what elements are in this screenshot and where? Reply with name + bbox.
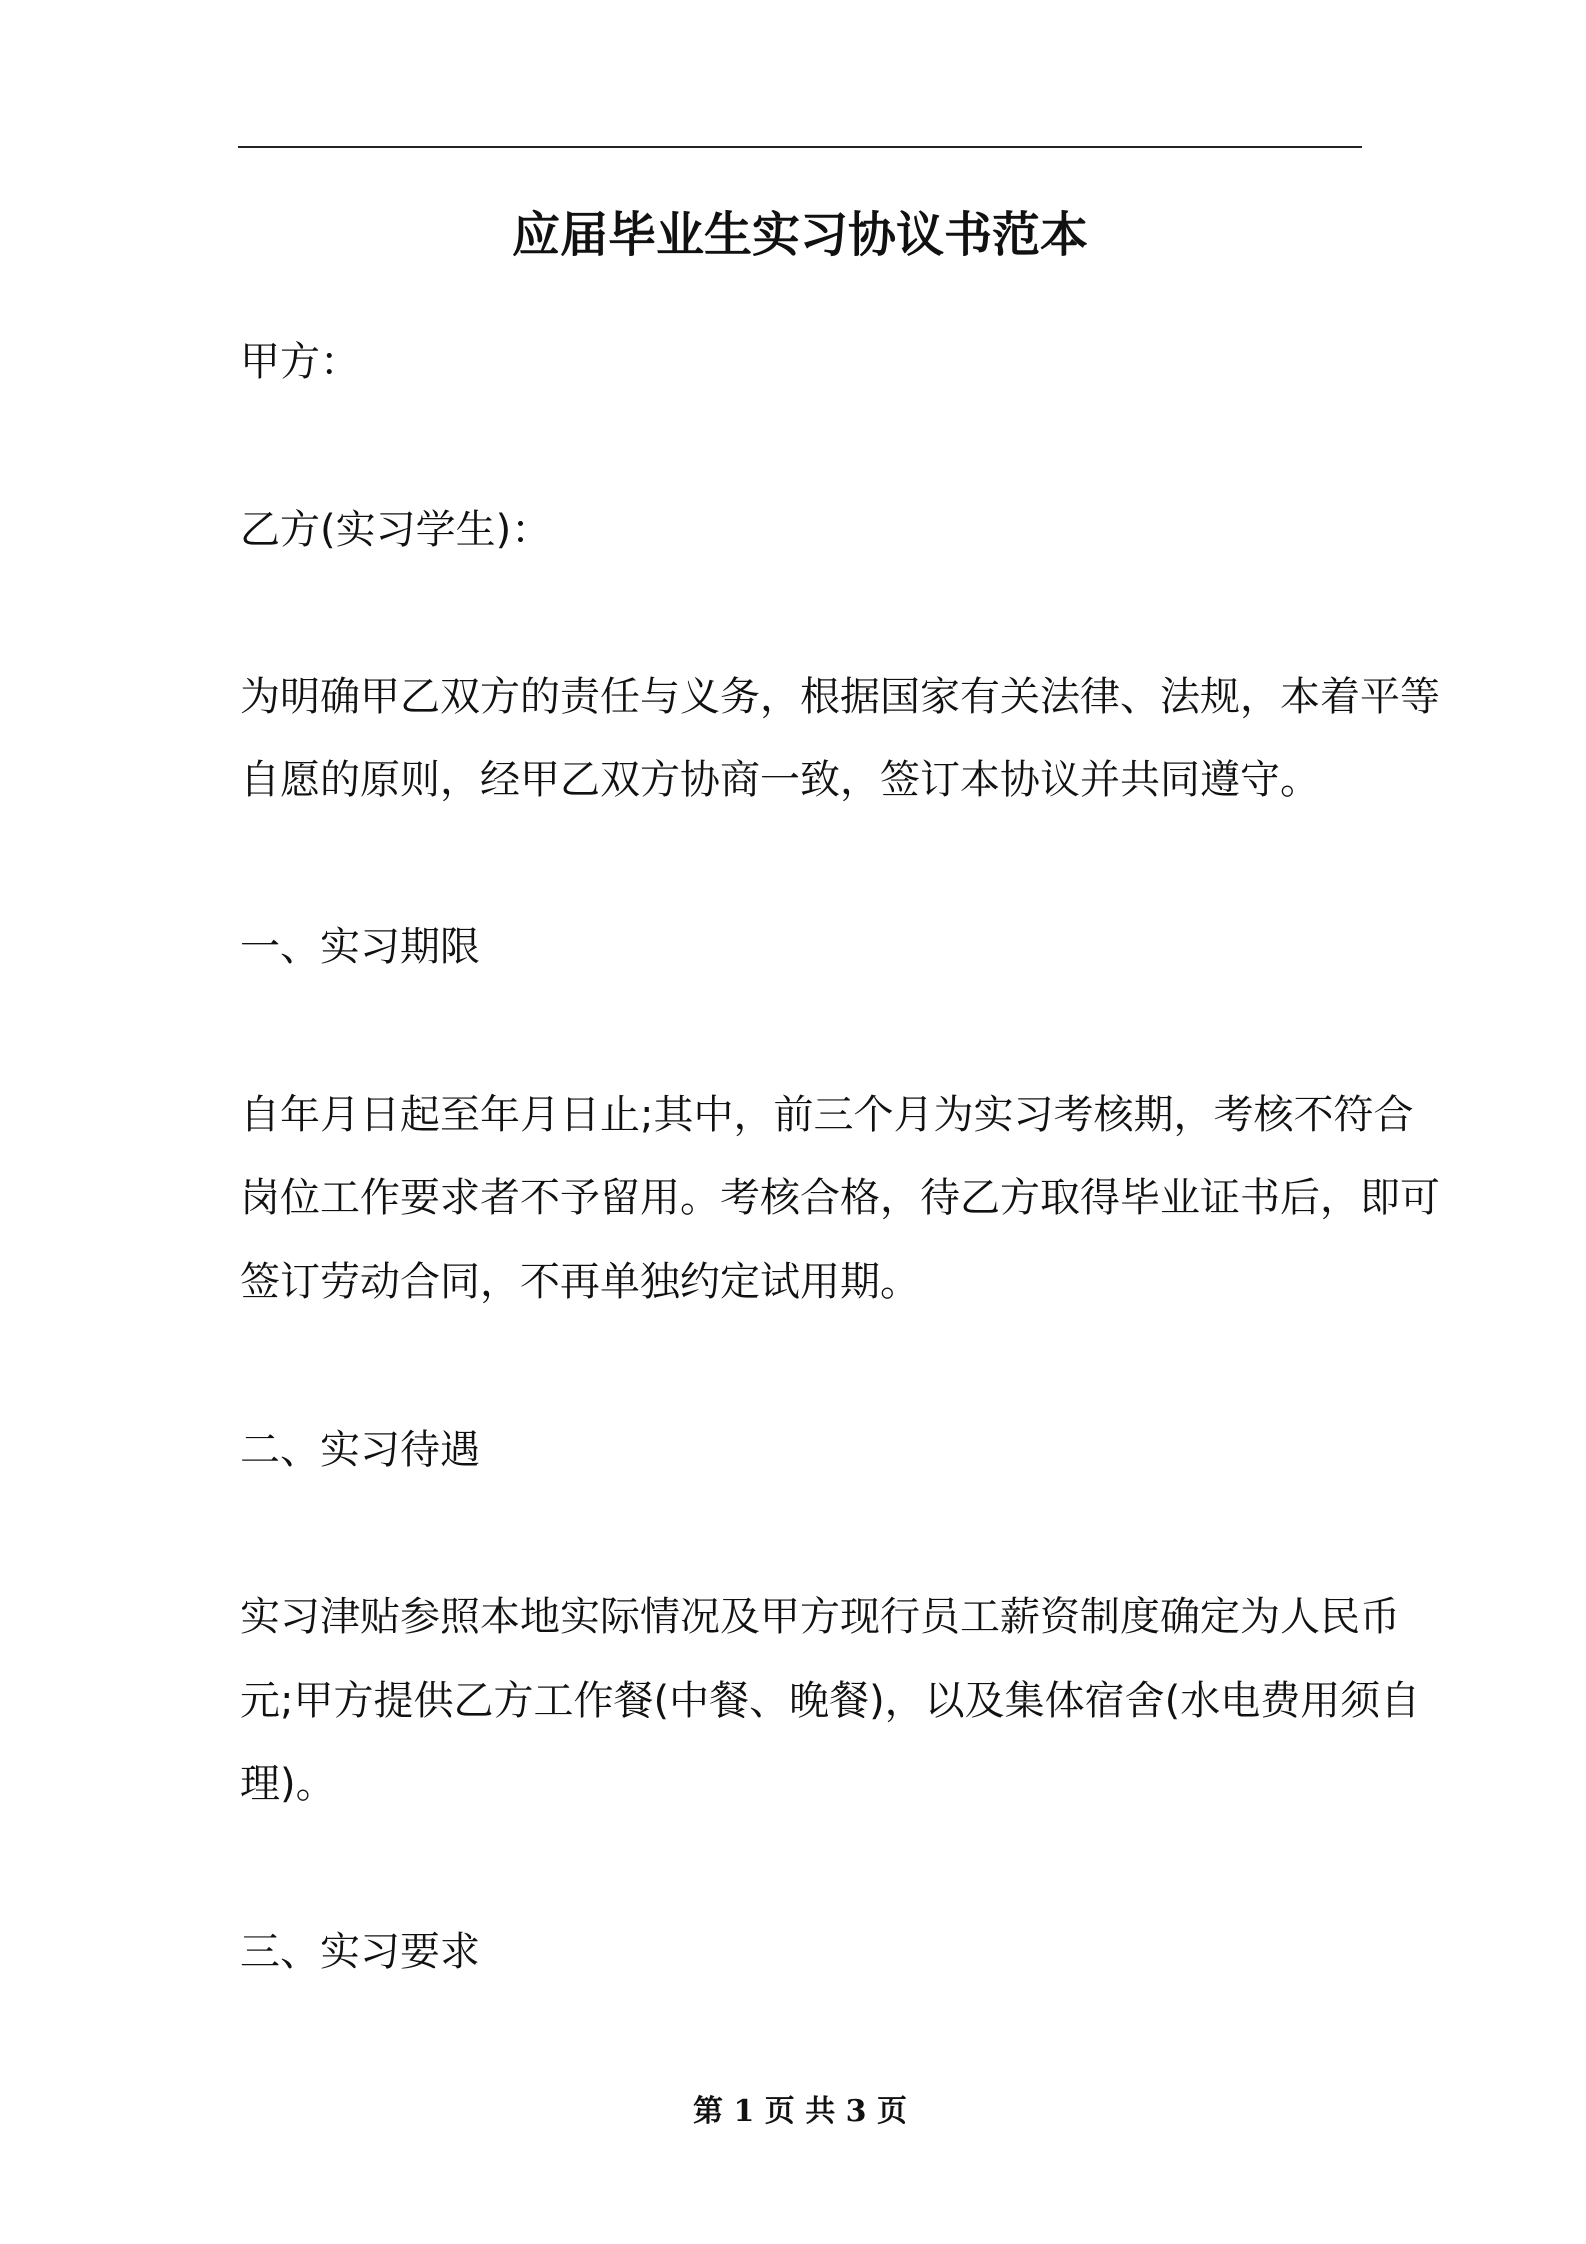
- section-2-line-1: 实习津贴参照本地实际情况及甲方现行员工薪资制度确定为人民币: [240, 1594, 1400, 1640]
- party-b-label: 乙方(实习学生)：: [240, 507, 552, 553]
- section-3-heading: 三、实习要求: [240, 1929, 480, 1975]
- page-number: 第 1 页 共 3 页: [693, 2094, 907, 2129]
- document-title: 应届毕业生实习协议书范本: [511, 207, 1088, 263]
- party-a-label: 甲方：: [240, 339, 360, 385]
- section-1-line-2: 岗位工作要求者不予留用。考核合格，待乙方取得毕业证书后，即可: [240, 1175, 1440, 1221]
- section-1-heading: 一、实习期限: [240, 924, 480, 970]
- header-rule: [238, 146, 1362, 148]
- section-2-heading: 二、实习待遇: [240, 1427, 480, 1473]
- section-2-line-3: 理)。: [240, 1761, 336, 1807]
- intro-line-1: 为明确甲乙双方的责任与义务，根据国家有关法律、法规，本着平等: [240, 674, 1440, 720]
- section-2-line-2: 元;甲方提供乙方工作餐(中餐、晚餐)，以及集体宿舍(水电费用须自: [240, 1678, 1421, 1724]
- section-1-line-3: 签订劳动合同，不再单独约定试用期。: [240, 1259, 920, 1305]
- section-1-line-1: 自年月日起至年月日止;其中，前三个月为实习考核期，考核不符合: [240, 1092, 1414, 1138]
- intro-line-2: 自愿的原则，经甲乙双方协商一致，签订本协议并共同遵守。: [240, 757, 1320, 803]
